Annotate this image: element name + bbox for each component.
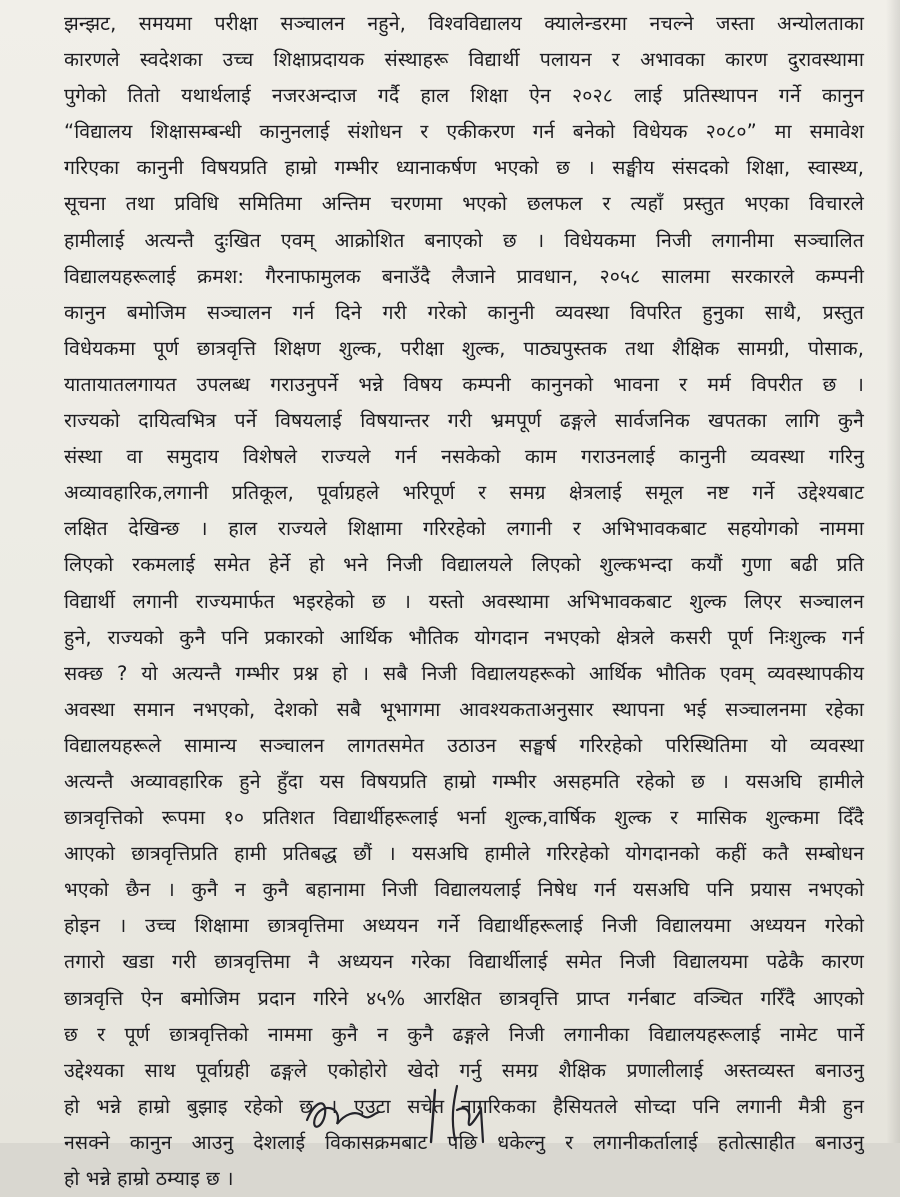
text-line: आएको छात्रवृत्तिप्रति हामी प्रतिबद्ध छौं । यसअघि हामीले गरिरहेको योगदानको कहीं कतै सम्बोधन <box>64 842 864 866</box>
text-line: छात्रवृत्ति ऐन बमोजिम प्रदान गरिने ४५% आरक्षित छात्रवृत्ति प्राप्त गर्नबाट वञ्चित गरिँदै आएको <box>64 986 864 1010</box>
text-line: यातायातलगायत उपलब्ध गराउनुपर्ने भन्ने विषय कम्पनी कानुनको भावना र मर्म विपरीत छ । <box>64 372 864 396</box>
text-line: हामीलाई अत्यन्तै दुःखित एवम् आक्रोशित बनाएको छ । विधेयकमा निजी लगानीमा सञ्चालित <box>64 228 864 252</box>
text-line: कानुन बमोजिम सञ्चालन गर्न दिने गरी गरेको कानुनी व्यवस्था विपरित हुनुका साथै, प्रस्तुत <box>64 300 864 324</box>
text-line: पुगेको तितो यथार्थलाई नजरअन्दाज गर्दै हाल शिक्षा ऐन २०२८ लाई प्रतिस्थापन गर्ने कानुन <box>64 84 864 108</box>
text-line: उद्देश्यका साथ पूर्वाग्रही ढङ्गले एकोहोरो खेदो गर्नु समग्र शैक्षिक प्रणालीलाई अस्तव्यस्त बनाउनु <box>64 1058 864 1082</box>
text-line: राज्यको दायित्वभित्र पर्ने विषयलाई विषयान्तर गरी भ्रमपूर्ण ढङ्गले सार्वजनिक खपतका लागि कुनै <box>64 409 864 433</box>
text-line: लक्षित देखिन्छ । हाल राज्यले शिक्षामा गरिरहेको लगानी र अभिभावकबाट सहयोगको नाममा <box>64 517 864 541</box>
text-line: अत्यन्तै अव्यावहारिक हुने हुँदा यस विषयप्रति हाम्रो गम्भीर असहमति रहेको छ । यसअघि हामीले <box>64 769 864 793</box>
text-line: विधेयकमा पूर्ण छात्रवृत्ति शिक्षण शुल्क, परीक्षा शुल्क, पाठ्यपुस्तक तथा शैक्षिक सामग्री, पोसाक, <box>64 336 864 360</box>
signature-icon <box>285 1080 545 1143</box>
text-line: नसक्ने कानुन आउनु देशलाई विकासक्रमबाट पछि धकेल्नु र लगानीकर्तालाई हतोत्साहीत बनाउनु <box>64 1130 864 1154</box>
text-line: विद्यालयहरूले सामान्य सञ्चालन लागतसमेत उठाउन सङ्घर्ष गरिरहेको परिस्थितिमा यो व्यवस्था <box>64 733 864 757</box>
text-line: अवस्था समान नभएको, देशको सबै भूभागमा आवश्यकताअनुसार स्थापना भई सञ्चालनमा रहेका <box>64 697 864 721</box>
text-line: कारणले स्वदेशका उच्च शिक्षाप्रदायक संस्थाहरू विद्यार्थी पलायन र अभावका कारण दुरावस्थामा <box>64 48 864 72</box>
text-line: गरिएका कानुनी विषयप्रति हाम्रो गम्भीर ध्यानाकर्षण भएको छ । सङ्घीय संसदको शिक्षा, स्वास्थ्य, <box>64 156 864 180</box>
text-line: झन्झट, समयमा परीक्षा सञ्चालन नहुने, विश्वविद्यालय क्यालेन्डरमा नचल्ने जस्ता अन्योलताका <box>64 12 864 35</box>
text-line: लिएको रकमलाई समेत हेर्ने हो भने निजी विद्यालयले लिएको शुल्कभन्दा कयौं गुणा बढी प्रति <box>64 553 864 577</box>
text-line: हुने, राज्यको कुनै पनि प्रकारको आर्थिक भौतिक योगदान नभएको क्षेत्रले कसरी पूर्ण निःशुल्क गर्न <box>64 625 864 649</box>
text-line: विद्यार्थी लगानी राज्यमार्फत भइरहेको छ । यस्तो अवस्थामा अभिभावकबाट शुल्क लिएर सञ्चालन <box>64 589 864 613</box>
document-body <box>64 6 864 1197</box>
page-edge-shadow <box>886 0 900 1143</box>
text-line: “विद्यालय शिक्षासम्बन्धी कानुनलाई संशोधन र एकीकरण गर्न बनेको विधेयक २०८०” मा समावेश <box>64 120 864 144</box>
text-line: संस्था वा समुदाय विशेषले राज्यले गर्न नसकेको काम गराउनलाई कानुनी व्यवस्था गरिनु <box>64 445 864 469</box>
text-line: छ र पूर्ण छात्रवृत्तिको नाममा कुनै न कुनै ढङ्गले निजी लगानीका विद्यालयहरूलाई नामेट पार्ने <box>64 1022 864 1046</box>
text-line: विद्यालयहरूलाई क्रमश: गैरनाफामुलक बनाउँदै लैजाने प्रावधान, २०५८ सालमा सरकारले कम्पनी <box>64 264 864 288</box>
text-line: तगारो खडा गरी छात्रवृत्तिमा नै अध्ययन गरेका विद्यार्थीलाई समेत निजी विद्यालयमा पढेकै कारण <box>64 950 864 974</box>
handwritten-signature <box>285 1080 545 1143</box>
text-line: भएको छैन । कुनै न कुनै बहानामा निजी विद्यालयलाई निषेध गर्न यसअघि पनि प्रयास नभएको <box>64 878 864 902</box>
text-line: सक्छ ? यो अत्यन्तै गम्भीर प्रश्न हो । सबै निजी विद्यालयहरूको आर्थिक भौतिक एवम् व्यवस्थापकीय <box>64 661 864 685</box>
text-line: अव्यावहारिक,लगानी प्रतिकूल, पूर्वाग्रहले भरिपूर्ण र समग्र क्षेत्रलाई समूल नष्ट गर्ने उद्देश्यबाट <box>64 481 864 505</box>
text-line: होइन । उच्च शिक्षामा छात्रवृत्तिमा अध्ययन गर्ने विद्यार्थीहरूलाई निजी विद्यालयमा अध्ययन गरेको <box>64 914 864 938</box>
text-line: सूचना तथा प्रविधि समितिमा अन्तिम चरणमा भएको छलफल र त्यहाँ प्रस्तुत भएका विचारले <box>64 192 864 216</box>
text-line: छात्रवृत्तिको रूपमा १० प्रतिशत विद्यार्थीहरूलाई भर्ना शुल्क,वार्षिक शुल्क र मासिक शुल्कमा दिँदै <box>64 806 864 830</box>
text-line-final: हो भन्ने हाम्रो ठम्याइ छ । <box>64 1167 234 1190</box>
text-line: हो भन्ने हाम्रो बुझाइ रहेको छ । एउटा सचेत नागरिकका हैसियतले सोच्दा पनि लगानी मैत्री हुन <box>64 1094 864 1118</box>
